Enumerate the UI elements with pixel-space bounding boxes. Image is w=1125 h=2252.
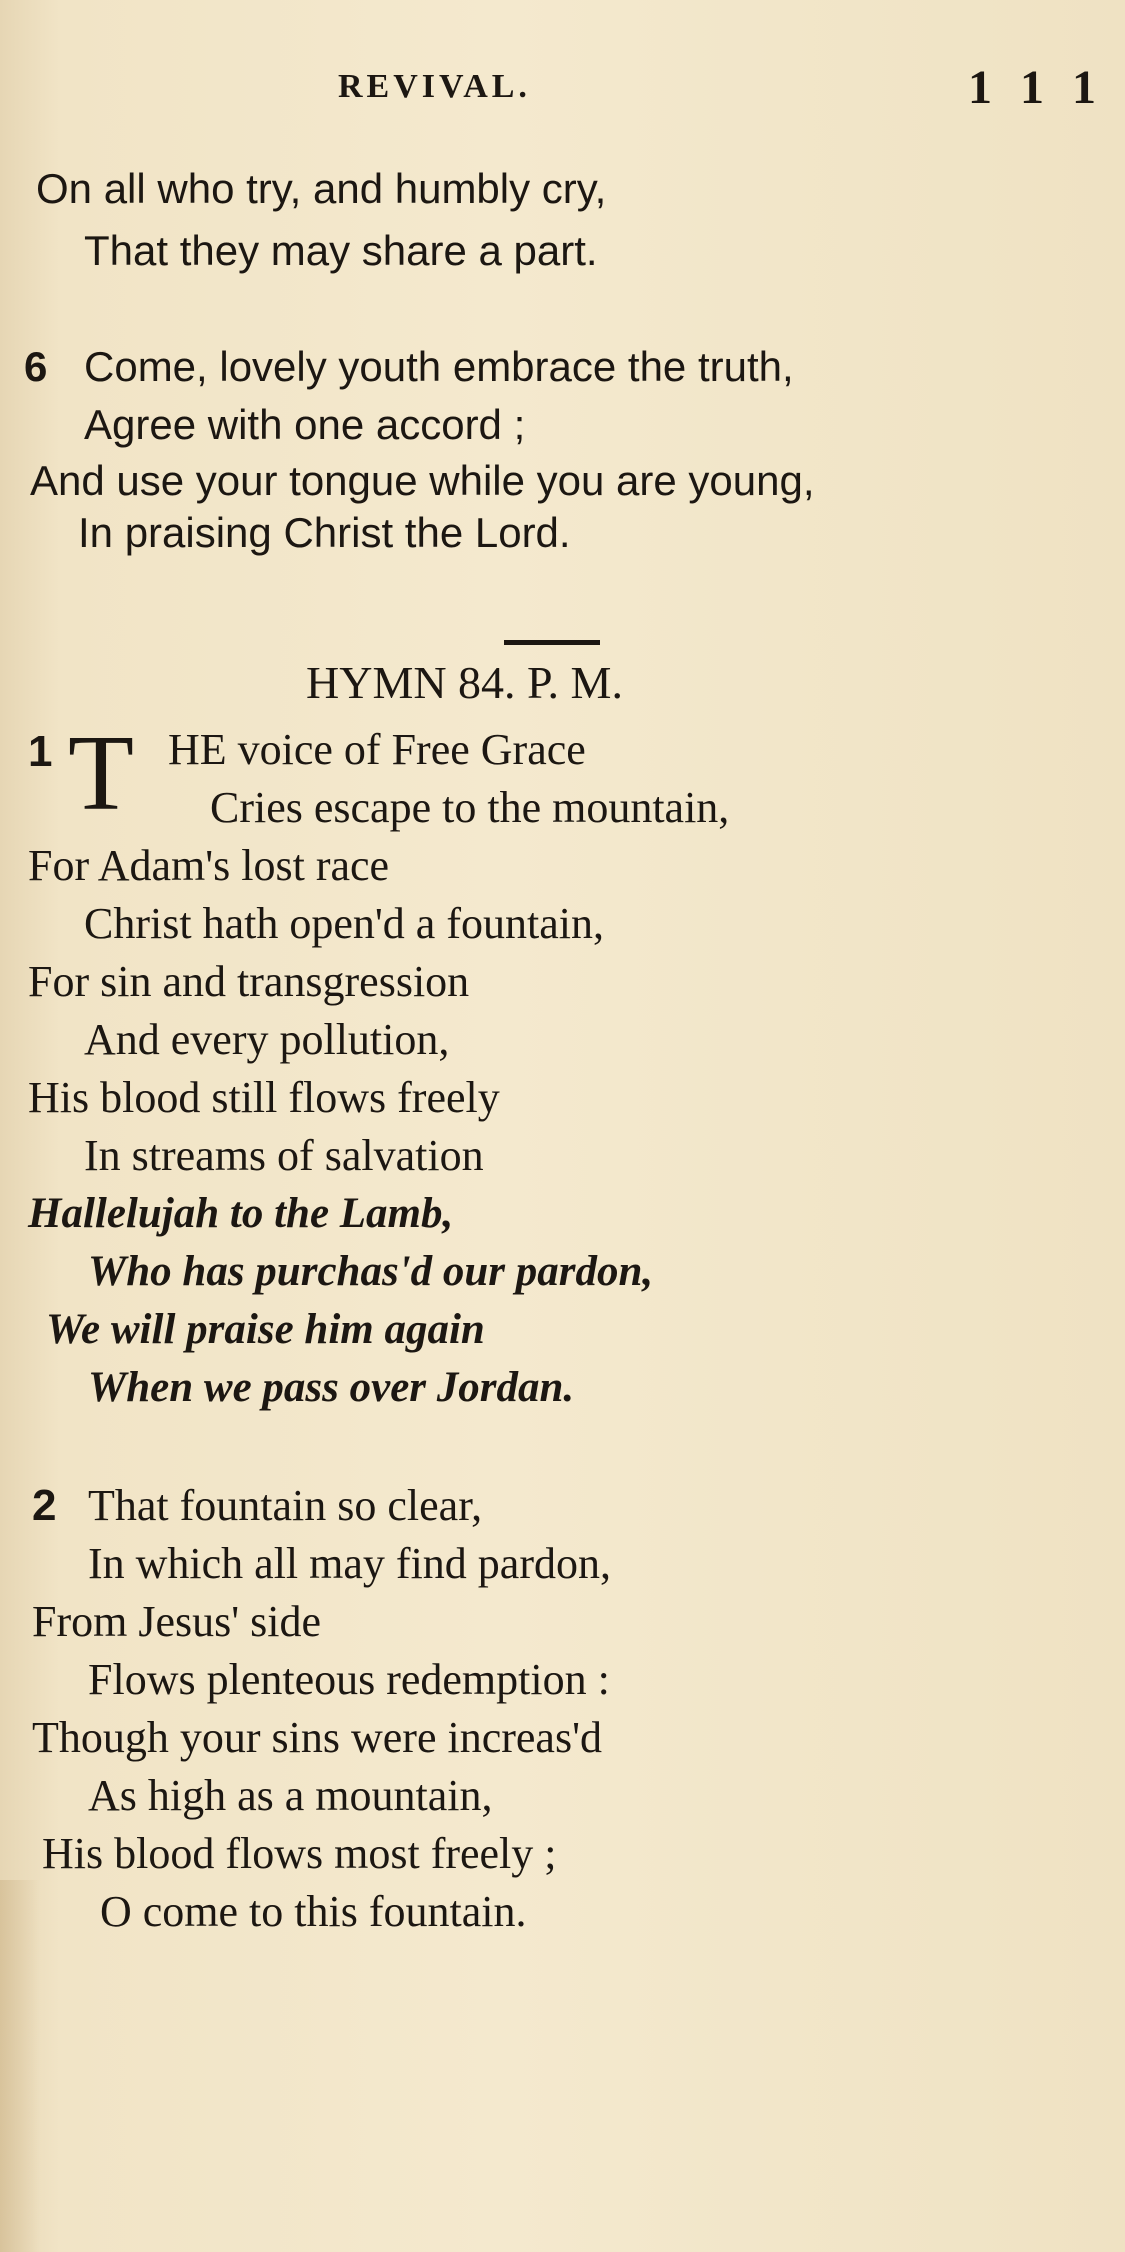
verse-1-line-3: For Adam's lost race	[28, 841, 390, 890]
verse-6-line-4: In praising Christ the Lord.	[78, 509, 571, 556]
running-title: REVIVAL.	[338, 68, 531, 105]
verse-2-line-6: As high as a mountain,	[88, 1771, 493, 1820]
verse-2-number: 2	[32, 1481, 57, 1530]
prev-hymn-line-1: On all who try, and humbly cry,	[36, 165, 607, 212]
verse-6-number: 6	[24, 343, 48, 390]
drop-cap: T	[68, 714, 134, 833]
verse-2-line-8: O come to this fountain.	[100, 1887, 527, 1936]
chorus-line-4: When we pass over Jordan.	[88, 1364, 575, 1411]
verse-1-line-8: In streams of salvation	[84, 1131, 484, 1180]
section-divider	[504, 640, 600, 645]
verse-2-line-5: Though your sins were increas'd	[32, 1713, 603, 1762]
chorus-line-3: We will praise him again	[46, 1306, 485, 1353]
verse-1-line-1: HE voice of Free Grace	[168, 725, 586, 774]
chorus-line-1: Hallelujah to the Lamb,	[28, 1190, 454, 1237]
hymn-heading: HYMN 84. P. M.	[306, 657, 623, 708]
verse-1-line-4: Christ hath open'd a fountain,	[84, 899, 604, 948]
verse-6-line-3: And use your tongue while you are young,	[30, 457, 815, 504]
verse-2-line-4: Flows plenteous redemption :	[88, 1655, 610, 1704]
verse-2-line-1: That fountain so clear,	[88, 1481, 483, 1530]
verse-1-number: 1	[28, 727, 53, 776]
verse-2-line-2: In which all may find pardon,	[88, 1539, 611, 1588]
verse-6-line-2: Agree with one accord ;	[84, 401, 526, 448]
verse-2-line-7: His blood flows most freely ;	[42, 1829, 557, 1878]
verse-2-line-3: From Jesus' side	[32, 1597, 322, 1646]
page-number: 1 1 1	[968, 61, 1104, 114]
chorus-line-2: Who has purchas'd our pardon,	[88, 1248, 654, 1295]
page-header	[0, 60, 1125, 120]
verse-1-line-5: For sin and transgression	[28, 957, 470, 1006]
page-stain	[0, 1880, 40, 2252]
verse-1-line-7: His blood still flows freely	[28, 1073, 500, 1122]
verse-1-line-6: And every pollution,	[84, 1015, 450, 1064]
verse-6-line-1: Come, lovely youth embrace the truth,	[84, 343, 794, 390]
prev-hymn-line-2: That they may share a part.	[84, 227, 598, 274]
verse-1-line-2: Cries escape to the mountain,	[210, 783, 730, 832]
